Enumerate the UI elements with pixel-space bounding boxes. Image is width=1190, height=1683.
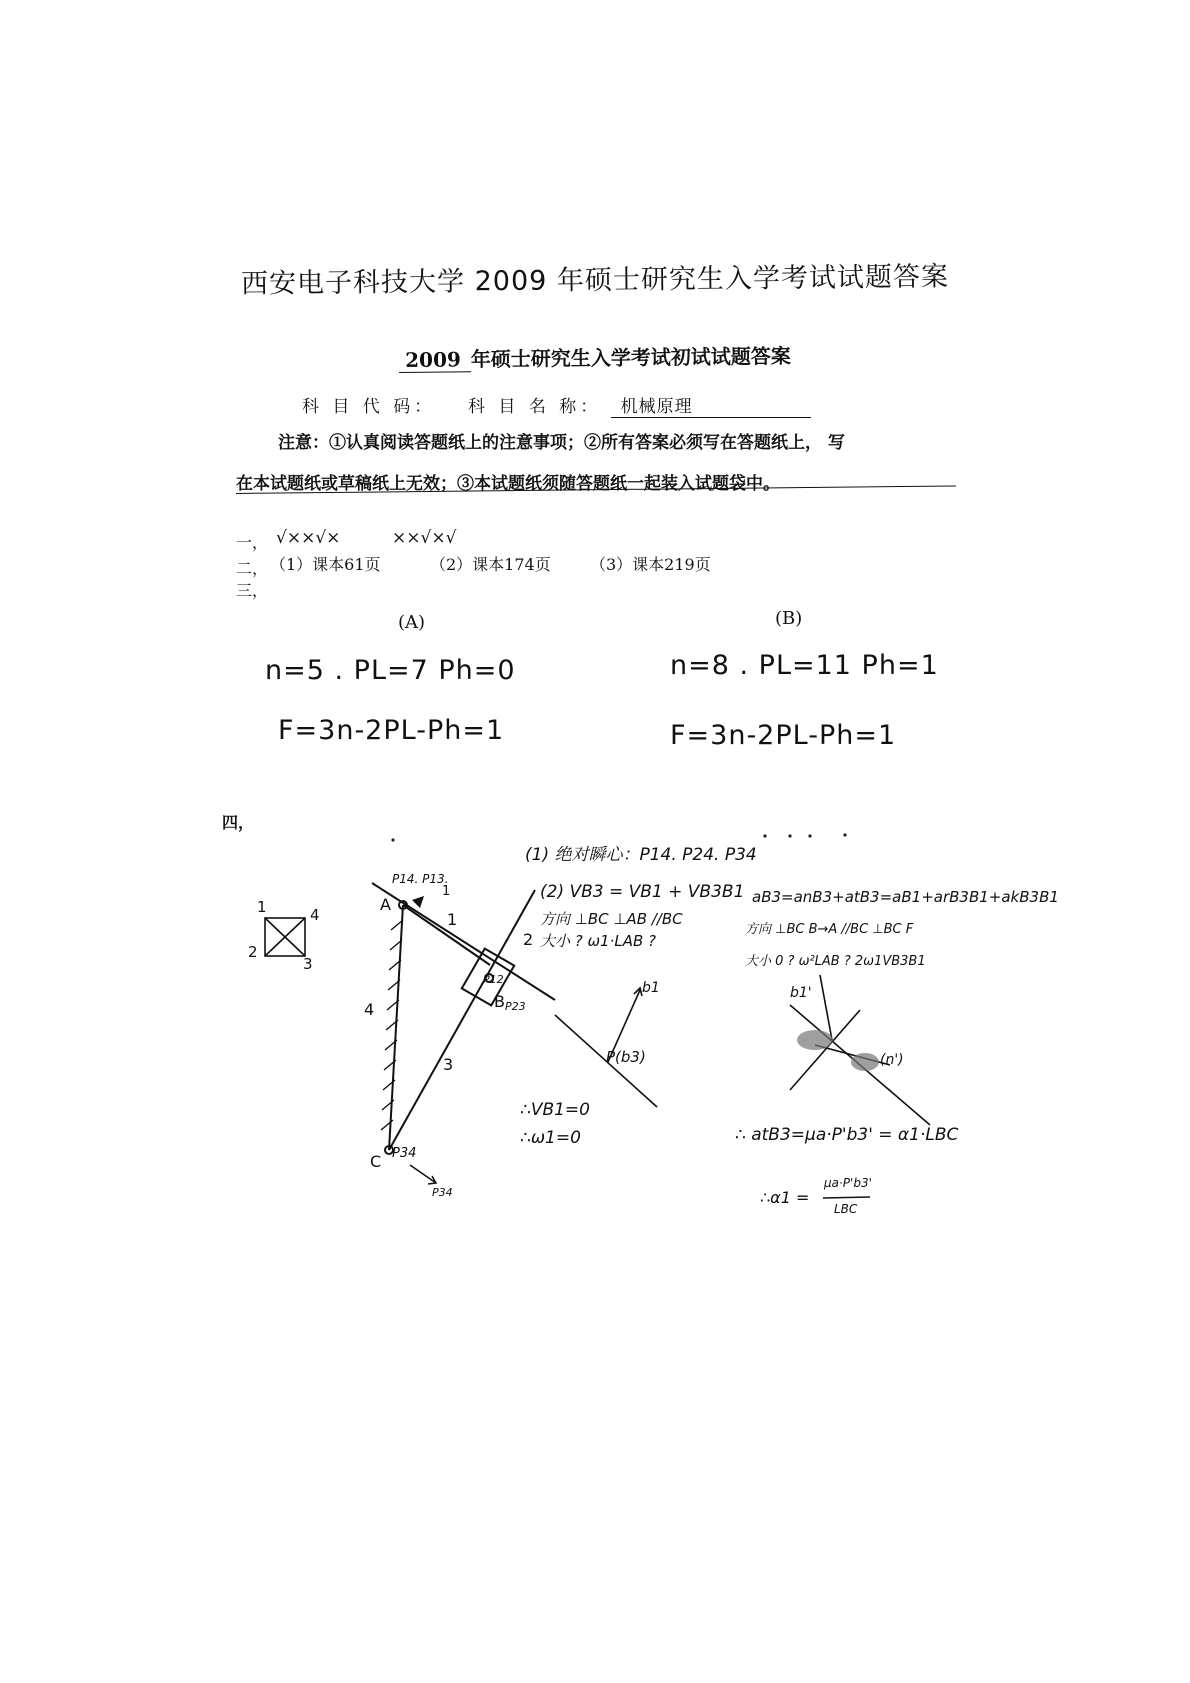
q1-answers-b: ××√×√ xyxy=(392,528,457,548)
notice-line-1: 注意：①认真阅读答题纸上的注意事项；②所有答案必须写在答题纸上， 写 xyxy=(278,433,845,453)
square-label-2: 2 xyxy=(248,943,258,961)
link-1-label: 1 xyxy=(447,910,458,929)
point-c-label: C xyxy=(370,1152,382,1171)
square-label-4: 4 xyxy=(310,906,320,924)
acceleration-conclusion-1: ∴ atB3=μa·P'b3' = α1·LBC xyxy=(735,1125,959,1145)
q3-a-line1: n=5 . PL=7 Ph=0 xyxy=(265,655,516,686)
q3-a-line2: F=3n-2PL-Ph=1 xyxy=(278,715,505,746)
subtitle-year: 2009 xyxy=(399,347,471,373)
subject-code-label: 科 目 代 码： xyxy=(302,397,436,417)
instant-center-note: (1) 绝对瞬心：P14. P24. P34 xyxy=(525,845,757,865)
subject-name-value: 机械原理 xyxy=(611,392,811,418)
acceleration-magnitude: 大小 0 ? ω²LAB ? 2ω1VB3B1 xyxy=(745,954,926,969)
acceleration-b1-label: b1' xyxy=(790,985,812,1001)
pivot-a-icon xyxy=(412,896,424,908)
square-label-1: 1 xyxy=(257,898,267,916)
q1-answers-a: √××√× xyxy=(276,528,341,548)
q3-b-line2: F=3n-2PL-Ph=1 xyxy=(670,720,897,751)
velocity-equation: (2) VB3 = VB1 + VB3B1 xyxy=(540,882,745,902)
acceleration-equation: aB3=anB3+atB3=aB1+arB3B1+akB3B1 xyxy=(752,888,1059,906)
q2-item-2: （2）课本174页 xyxy=(430,555,551,574)
link-2-label: 2 xyxy=(523,930,534,949)
velocity-magnitude: 大小 ? ω1·LAB ? xyxy=(540,932,657,950)
relative-pole-square xyxy=(265,918,305,956)
point-a-label: A xyxy=(380,895,391,914)
link-4-label: 4 xyxy=(364,1000,375,1019)
acceleration-conclusion-2: ∴α1 = xyxy=(760,1188,810,1207)
p34-label: P34 xyxy=(392,1146,417,1161)
p23-label: P23 xyxy=(505,1000,526,1013)
link-3-label: 3 xyxy=(443,1055,454,1074)
point-b-label: B xyxy=(494,992,505,1011)
p14-p13-label: P14. P13. xyxy=(392,872,449,886)
p34-arrow-icon xyxy=(410,1165,436,1184)
velocity-b1-label: b1 xyxy=(642,980,660,996)
acceleration-direction: 方向 ⊥BC B→A //BC ⊥BC F xyxy=(745,922,914,937)
q1-label: 一， xyxy=(236,533,269,552)
frame-link-4 xyxy=(381,905,403,1150)
q3-a-tag: (A) xyxy=(398,612,426,633)
velocity-direction: 方向 ⊥BC ⊥AB //BC xyxy=(540,910,683,928)
p12-label: P12 xyxy=(483,973,504,986)
velocity-conclusion-1: ∴VB1=0 xyxy=(520,1100,590,1120)
q2-label: 二， xyxy=(236,559,269,578)
page-title: 西安电子科技大学 2009 年硕士研究生入学考试试题答案 xyxy=(240,261,950,300)
acceleration-n-label: (n') xyxy=(880,1052,904,1068)
q3-b-tag: (B) xyxy=(775,608,803,629)
velocity-p-label: P(b3) xyxy=(606,1048,646,1066)
a1-label: 1 xyxy=(442,884,451,899)
acceleration-fraction-denominator: LBC xyxy=(834,1202,858,1216)
q2-item-1: （1）课本61页 xyxy=(270,555,381,574)
notice-line-2: 在本试题纸或草稿纸上无效；③本试题纸须随答题纸一起装入试题袋中。 xyxy=(236,474,780,494)
q3-b-line1: n=8 . PL=11 Ph=1 xyxy=(670,650,939,681)
subject-name-label: 科 目 名 称： xyxy=(468,397,602,417)
velocity-conclusion-2: ∴ω1=0 xyxy=(520,1128,581,1148)
square-label-3: 3 xyxy=(303,955,313,973)
q2-item-3: （3）课本219页 xyxy=(590,555,711,574)
q4-label: 四， xyxy=(222,813,255,832)
subtitle-text: 年硕士研究生入学考试初试试题答案 xyxy=(470,343,791,372)
acceleration-fraction-numerator: μa·P'b3' xyxy=(824,1176,872,1190)
fraction-bar xyxy=(823,1197,870,1198)
p34-label-b: P34 xyxy=(432,1186,453,1199)
q3-label: 三， xyxy=(236,581,269,600)
